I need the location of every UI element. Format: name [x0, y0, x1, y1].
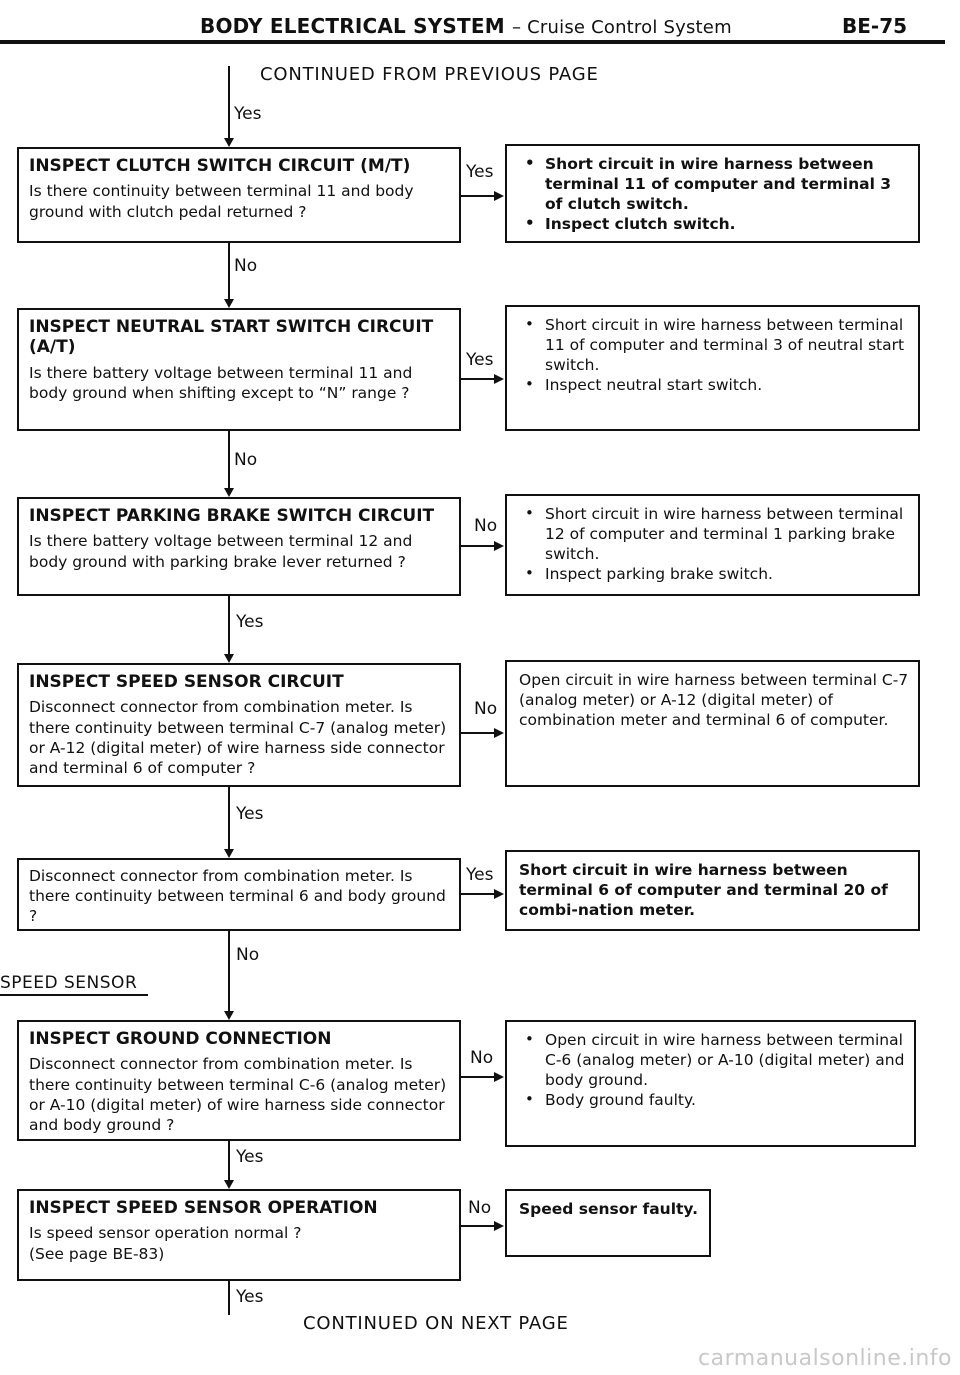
down-label: Yes	[236, 1287, 264, 1307]
branch-line	[461, 195, 494, 197]
branch-label: No	[474, 699, 498, 719]
speed-sensor-underline	[0, 994, 148, 996]
down-label: Yes	[236, 804, 264, 824]
result-item: • Short circuit in wire harness between terminal 11 of computer and terminal 3 of clutch switch.	[519, 154, 910, 214]
result-item: • Inspect neutral start switch.	[519, 375, 910, 395]
step-title: INSPECT CLUTCH SWITCH CIRCUIT (M/T)	[29, 156, 411, 176]
watermark: carmanualsonline.info	[698, 1346, 952, 1371]
step-question: Is there battery voltage between terminal 12 and body ground with parking brake lever returned ?	[29, 532, 413, 571]
result-item: • Short circuit in wire harness between terminal 12 of computer and terminal 1 parking brake switch.	[519, 504, 910, 564]
flow-line	[228, 431, 230, 489]
flow-arrow-right	[494, 728, 504, 738]
flow-arrow-right	[494, 191, 504, 201]
result-item: • Open circuit in wire harness between terminal C-6 (analog meter) or A-10 (digital meter) and body ground.	[519, 1030, 906, 1090]
result-box-neutral-start-switch	[505, 305, 920, 431]
step-title: INSPECT GROUND CONNECTION	[29, 1029, 332, 1049]
branch-line	[461, 378, 494, 380]
flow-arrow-down	[224, 299, 234, 308]
result-item: • Inspect clutch switch.	[519, 214, 910, 234]
flow-arrow-down	[224, 1011, 234, 1020]
result-text: Speed sensor faulty.	[519, 1200, 698, 1218]
step-question: Disconnect connector from combination meter. Is there continuity between terminal C-6 (analog meter) or A-10 (digital meter) of wire harness side connector and body ground ?	[29, 1055, 447, 1134]
result-box-parking-brake-switch	[505, 494, 920, 596]
section-title: BODY ELECTRICAL SYSTEM	[200, 14, 505, 38]
branch-label: Yes	[466, 350, 494, 370]
branch-label: Yes	[466, 865, 494, 885]
page-number: BE-75	[842, 14, 908, 38]
step-box-neutral-start-switch	[17, 308, 461, 431]
step-box-speed-sensor-operation	[17, 1189, 461, 1281]
flow-line	[228, 66, 230, 140]
result-box-speed-sensor-circuit	[505, 660, 920, 787]
flow-arrow-down	[224, 1180, 234, 1189]
page-header-title	[200, 14, 732, 38]
header-rule	[0, 40, 945, 44]
speed-sensor-label: SPEED SENSOR	[0, 973, 138, 993]
result-box-ground-connection	[505, 1020, 916, 1147]
down-label: Yes	[236, 612, 264, 632]
flow-arrow-down	[224, 654, 234, 663]
step-question: Is there battery voltage between terminal 11 and body ground when shifting except to “N” range ?	[29, 363, 413, 402]
step-question: Disconnect connector from combination meter. Is there continuity between terminal 6 and body ground ?	[29, 867, 446, 926]
result-item: • Inspect parking brake switch.	[519, 564, 910, 584]
step-title: INSPECT SPEED SENSOR CIRCUIT	[29, 672, 344, 692]
flow-line	[228, 243, 230, 300]
step-question: Is there continuity between terminal 11 and body ground with clutch pedal returned ?	[29, 182, 414, 221]
section-subtitle: – Cruise Control System	[512, 17, 732, 38]
result-box-speed-sensor-faulty	[505, 1189, 711, 1257]
step-box-speed-sensor-circuit	[17, 663, 461, 787]
step-question: Is speed sensor operation normal ? (See page BE-83)	[29, 1224, 302, 1263]
result-item: • Body ground faulty.	[519, 1090, 906, 1110]
branch-label: Yes	[466, 162, 494, 182]
step-title: INSPECT SPEED SENSOR OPERATION	[29, 1198, 378, 1218]
down-label: Yes	[236, 1147, 264, 1167]
branch-line	[461, 1225, 494, 1227]
continued-from-label: CONTINUED FROM PREVIOUS PAGE	[260, 64, 599, 85]
flow-arrow-right	[494, 374, 504, 384]
down-label: No	[236, 945, 260, 965]
branch-label: No	[474, 516, 498, 536]
entry-label: Yes	[234, 104, 262, 124]
branch-line	[461, 1076, 494, 1078]
step-question: Disconnect connector from combination meter. Is there continuity between terminal C-7 (analog meter) or A-12 (digital meter) of wire harness side connector and terminal 6 of computer ?	[29, 698, 447, 777]
flow-arrow-right	[494, 1221, 504, 1231]
result-item: • Short circuit in wire harness between terminal 11 of computer and terminal 3 of neutral start switch.	[519, 315, 910, 375]
step-box-terminal6-continuity	[17, 858, 461, 931]
branch-label: No	[468, 1198, 492, 1218]
step-box-parking-brake-switch	[17, 497, 461, 596]
flow-line	[228, 1281, 230, 1315]
down-label: No	[234, 256, 258, 276]
branch-label: No	[470, 1048, 494, 1068]
flow-arrow-right	[494, 1072, 504, 1082]
branch-line	[461, 732, 494, 734]
flow-line	[228, 1141, 230, 1181]
flow-arrow-down	[224, 488, 234, 497]
result-box-terminal6-short	[505, 850, 920, 931]
step-box-clutch-switch	[17, 147, 461, 243]
result-text: Short circuit in wire harness between terminal 6 of computer and terminal 20 of combi-nation meter.	[519, 861, 888, 920]
step-title: INSPECT NEUTRAL START SWITCH CIRCUIT (A/T)	[29, 317, 434, 358]
flow-line	[228, 596, 230, 655]
result-text: Open circuit in wire harness between terminal C-7 (analog meter) or A-12 (digital meter) of combination meter and terminal 6 of computer.	[519, 671, 909, 730]
flow-arrow-right	[494, 541, 504, 551]
flow-line	[228, 787, 230, 850]
continued-on-label: CONTINUED ON NEXT PAGE	[303, 1313, 569, 1334]
branch-line	[461, 893, 494, 895]
result-box-clutch-switch	[505, 144, 920, 243]
flow-arrow-down	[224, 849, 234, 858]
flow-arrow-down	[224, 138, 234, 147]
flow-line	[228, 931, 230, 1012]
step-title: INSPECT PARKING BRAKE SWITCH CIRCUIT	[29, 506, 435, 526]
step-box-ground-connection	[17, 1020, 461, 1141]
branch-line	[461, 545, 494, 547]
down-label: No	[234, 450, 258, 470]
flow-arrow-right	[494, 889, 504, 899]
